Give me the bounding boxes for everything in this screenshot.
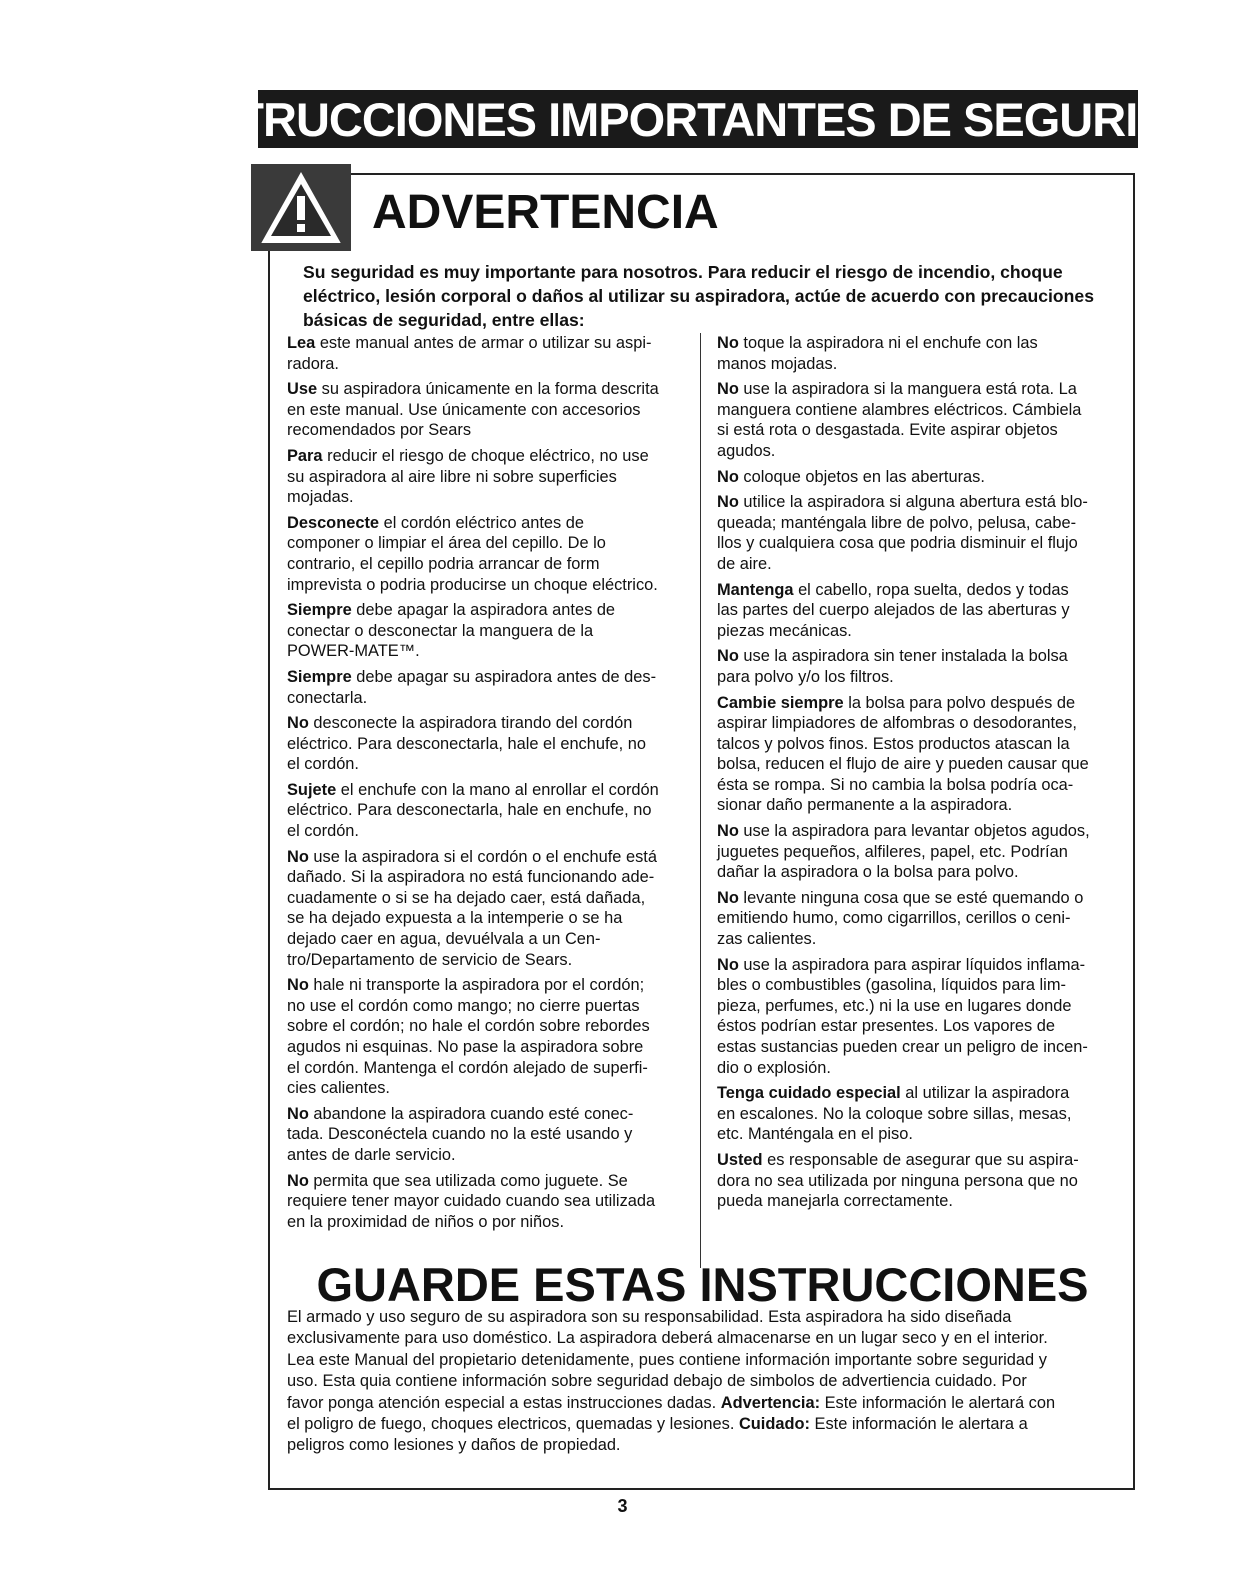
safety-item-line bbox=[287, 1124, 707, 1145]
cuidado-label: Cuidado: bbox=[738, 1415, 810, 1434]
safety-item-text: el cabello, ropa suelta, dedos y todas bbox=[798, 580, 1069, 599]
safety-item-text: bolsa, reducen el flujo de aire y pueden causar que bbox=[717, 755, 1089, 774]
safety-item-text: antes de darle servicio. bbox=[287, 1145, 456, 1164]
safety-item-text: al utilizar la aspiradora bbox=[905, 1084, 1070, 1103]
safety-item-text: utilice la aspiradora si alguna abertura está blo- bbox=[743, 493, 1088, 512]
safety-item-text: debe apagar su aspiradora antes de des- bbox=[356, 667, 657, 686]
safety-item-keyword: Use bbox=[287, 380, 318, 399]
safety-item-line bbox=[287, 641, 707, 662]
safety-item-line bbox=[287, 575, 707, 596]
right-column bbox=[717, 333, 1127, 1217]
safety-item-text: agudos. bbox=[717, 441, 776, 460]
warning-symbol-box bbox=[251, 164, 351, 251]
safety-item-line bbox=[717, 513, 1127, 534]
safety-item-line bbox=[717, 667, 1127, 688]
safety-item-text: etc. Manténgala en el piso. bbox=[717, 1125, 913, 1144]
safety-item-line bbox=[287, 867, 707, 888]
safety-item-text: el cordón eléctrico antes de bbox=[383, 513, 585, 532]
safety-item-line bbox=[287, 621, 707, 642]
safety-item-text: el cordón. Mantenga el cordón alejado de superfi- bbox=[287, 1058, 648, 1077]
safety-item bbox=[287, 1104, 707, 1166]
safety-item-text: reducir el riesgo de choque eléctrico, no use bbox=[327, 446, 649, 465]
safety-item-text: las partes del cuerpo alejados de las aberturas y bbox=[717, 601, 1070, 620]
safety-item-text: use la aspiradora si la manguera está rota. La bbox=[743, 380, 1077, 399]
safety-item-text: abandone la aspiradora cuando esté conec- bbox=[313, 1104, 634, 1123]
safety-item-keyword: No bbox=[717, 493, 739, 512]
safety-item-line bbox=[717, 1016, 1127, 1037]
safety-item-line bbox=[717, 646, 1127, 667]
safety-item-text: use la aspiradora si el cordón o el enchufe está bbox=[313, 847, 657, 866]
safety-item-text: componer o limpiar el área del cepillo. De lo bbox=[287, 534, 606, 553]
safety-item-line bbox=[287, 996, 707, 1017]
safety-item-text: coloque objetos en las aberturas. bbox=[743, 467, 985, 486]
safety-item-line bbox=[717, 1037, 1127, 1058]
safety-banner bbox=[159, 90, 1237, 148]
safety-item-text: ésta se rompa. Si no cambia la bolsa podría oca- bbox=[717, 775, 1074, 794]
safety-item-line bbox=[287, 800, 707, 821]
safety-item-line bbox=[717, 354, 1127, 375]
safety-item-line bbox=[717, 621, 1127, 642]
safety-item-line bbox=[717, 842, 1127, 863]
safety-item bbox=[717, 467, 1127, 488]
safety-item-text: juguetes pequeños, alfileres, papel, etc. Podrían bbox=[717, 842, 1068, 861]
safety-item-text: POWER-MATE™. bbox=[287, 642, 420, 661]
closing-text: Este información le alertará con bbox=[824, 1393, 1056, 1412]
safety-item-keyword: Tenga cuidado especial bbox=[717, 1084, 901, 1103]
safety-item-line bbox=[717, 1058, 1127, 1079]
column-divider bbox=[700, 333, 701, 1268]
safety-item-line bbox=[287, 487, 707, 508]
closing-text: el poligro de fuego, choques electricos, quemadas y lesiones. bbox=[287, 1415, 735, 1434]
safety-item-keyword: No bbox=[717, 888, 739, 907]
safety-item-line bbox=[287, 467, 707, 488]
safety-item-line bbox=[287, 754, 707, 775]
closing-paragraph bbox=[287, 1307, 1127, 1457]
safety-item-text: pueda manejarla correctamente. bbox=[717, 1192, 953, 1211]
safety-item-text: el cordón. bbox=[287, 755, 359, 774]
safety-item-keyword: No bbox=[287, 1104, 309, 1123]
closing-text: Este información le alertara a bbox=[814, 1415, 1028, 1434]
safety-item bbox=[287, 333, 707, 374]
intro-line: básicas de seguridad, entre ellas: bbox=[303, 310, 585, 330]
closing-line: peligros como lesiones y daños de propiedad. bbox=[287, 1436, 621, 1455]
safety-item-line bbox=[717, 862, 1127, 883]
safety-item-line bbox=[287, 1058, 707, 1079]
safety-item-text: si está rota o desgastada. Evite aspirar objetos bbox=[717, 421, 1058, 440]
safety-item-line bbox=[717, 888, 1127, 909]
safety-item-line bbox=[287, 400, 707, 421]
safety-item-line bbox=[287, 688, 707, 709]
safety-item-line bbox=[717, 1124, 1127, 1145]
safety-item-line bbox=[287, 929, 707, 950]
safety-item-keyword: No bbox=[717, 334, 739, 352]
safety-item-line bbox=[717, 420, 1127, 441]
banner-title: INSTRUCCIONES IMPORTANTES DE SEGURIDAD bbox=[159, 92, 1237, 146]
safety-item-line bbox=[287, 379, 707, 400]
safety-item-keyword: No bbox=[287, 847, 309, 866]
safety-item-line bbox=[717, 554, 1127, 575]
safety-item-line bbox=[717, 1191, 1127, 1212]
safety-item-text: éstos podrían estar presentes. Los vapores de bbox=[717, 1017, 1056, 1036]
safety-item bbox=[717, 379, 1127, 461]
safety-item-text: de aire. bbox=[717, 554, 772, 573]
safety-item-text: hale ni transporte la aspiradora por el cordón; bbox=[313, 976, 645, 995]
safety-item-text: el cordón. bbox=[287, 822, 359, 841]
safety-item-line bbox=[717, 821, 1127, 842]
safety-item-line bbox=[717, 754, 1127, 775]
safety-item-line bbox=[287, 600, 707, 621]
closing-line: El armado y uso seguro de su aspiradora son su responsabilidad. Esta aspiradora ha sido diseñada bbox=[287, 1308, 1012, 1326]
safety-item-line bbox=[287, 713, 707, 734]
safety-item-line bbox=[287, 1212, 707, 1233]
safety-item-text: no use el cordón como mango; no cierre puertas bbox=[287, 996, 640, 1015]
safety-item-keyword: Usted bbox=[717, 1150, 763, 1169]
safety-item-line bbox=[287, 950, 707, 971]
save-instructions-title: GUARDE ESTAS INSTRUCCIONES bbox=[316, 1258, 1089, 1311]
safety-item-line bbox=[287, 908, 707, 929]
intro-line: Su seguridad es muy importante para nosotros. Para reducir el riesgo de incendio, choque bbox=[303, 262, 1063, 282]
warning-intro bbox=[303, 260, 1125, 332]
safety-item-line bbox=[717, 492, 1127, 513]
safety-item-text: use la aspiradora para aspirar líquidos inflama- bbox=[743, 955, 1086, 974]
safety-item-text: tro/Departamento de servicio de Sears. bbox=[287, 950, 573, 969]
safety-item bbox=[717, 580, 1127, 642]
safety-item-text: el enchufe con la mano al enrollar el cordón bbox=[340, 780, 659, 799]
safety-item-text: manos mojadas. bbox=[717, 354, 838, 373]
intro-line: eléctrico, lesión corporal o daños al utilizar su aspiradora, actúe de acuerdo con precauciones bbox=[303, 286, 1094, 306]
safety-item-text: bles o combustibles (gasolina, líquidos para lim- bbox=[717, 976, 1066, 995]
safety-item-line bbox=[717, 333, 1127, 354]
safety-item-text: en escalones. No la coloque sobre sillas, mesas, bbox=[717, 1104, 1072, 1123]
safety-item-keyword: Siempre bbox=[287, 601, 352, 620]
safety-item-text: talcos y polvos finos. Estos productos atascan la bbox=[717, 734, 1070, 753]
safety-item-line bbox=[717, 379, 1127, 400]
safety-item-keyword: Lea bbox=[287, 334, 316, 352]
safety-item-text: dio o explosión. bbox=[717, 1058, 831, 1077]
safety-item-line bbox=[717, 1083, 1127, 1104]
safety-item bbox=[717, 333, 1127, 374]
safety-item bbox=[287, 600, 707, 662]
safety-item-line bbox=[287, 1191, 707, 1212]
safety-item-line bbox=[717, 975, 1127, 996]
safety-item-keyword: Siempre bbox=[287, 667, 352, 686]
safety-item-line bbox=[287, 533, 707, 554]
safety-item-line bbox=[287, 734, 707, 755]
safety-item-text: use la aspiradora para levantar objetos agudos, bbox=[743, 822, 1090, 841]
safety-item-keyword: Mantenga bbox=[717, 580, 794, 599]
advertencia-label: Advertencia: bbox=[720, 1393, 821, 1412]
safety-item-text: conectar o desconectar la manguera de la bbox=[287, 621, 594, 640]
safety-item-text: toque la aspiradora ni el enchufe con las bbox=[743, 334, 1038, 352]
safety-item-line bbox=[717, 1171, 1127, 1192]
safety-item-text: piezas mecánicas. bbox=[717, 621, 852, 640]
safety-item-line bbox=[287, 780, 707, 801]
safety-item bbox=[287, 446, 707, 508]
safety-item-line bbox=[717, 400, 1127, 421]
safety-item-keyword: Desconecte bbox=[287, 513, 380, 532]
safety-item-line bbox=[287, 975, 707, 996]
safety-item-line bbox=[717, 693, 1127, 714]
safety-item-text: pieza, perfumes, etc.) ni la use en lugares donde bbox=[717, 996, 1072, 1015]
safety-item-text: su aspiradora al aire libre ni sobre superficies bbox=[287, 467, 617, 486]
safety-item-text: mojadas. bbox=[287, 488, 354, 507]
safety-item-keyword: Cambie siempre bbox=[717, 693, 844, 712]
safety-item-line bbox=[717, 908, 1127, 929]
left-column bbox=[287, 333, 707, 1237]
safety-item-line bbox=[717, 929, 1127, 950]
safety-item-text: desconecte la aspiradora tirando del cordón bbox=[313, 714, 633, 733]
safety-item-text: aspirar limpiadores de alfombras o desodorantes, bbox=[717, 714, 1077, 733]
safety-item bbox=[287, 1171, 707, 1233]
safety-item-text: conectarla. bbox=[287, 688, 368, 707]
safety-item-line bbox=[287, 446, 707, 467]
safety-item-keyword: No bbox=[717, 955, 739, 974]
safety-item-text: imprevista o podria producirse un choque eléctrico. bbox=[287, 575, 658, 594]
safety-item-text: es responsable de asegurar que su aspira- bbox=[767, 1150, 1079, 1169]
safety-item-line bbox=[287, 1104, 707, 1125]
safety-item-line bbox=[287, 847, 707, 868]
safety-item-line bbox=[287, 354, 707, 375]
safety-item-text: dañar la aspiradora o la bolsa para polvo. bbox=[717, 863, 1019, 882]
safety-item-text: en la proximidad de niños o por niños. bbox=[287, 1212, 564, 1231]
safety-item bbox=[717, 1150, 1127, 1212]
closing-line: uso. Esta quia contiene información sobre seguridad debajo de simbolos de advertiencia cuidado. Por bbox=[287, 1372, 1027, 1391]
safety-item-line bbox=[287, 333, 707, 354]
safety-item-line bbox=[717, 734, 1127, 755]
safety-item-line bbox=[717, 600, 1127, 621]
safety-item-text: cies calientes. bbox=[287, 1079, 390, 1098]
safety-item-text: manguera contiene alambres eléctricos. Cámbiela bbox=[717, 400, 1082, 419]
safety-item bbox=[717, 492, 1127, 574]
safety-item-text: estas sustancias pueden crear un peligro de incen- bbox=[717, 1038, 1088, 1056]
safety-item-text: este manual antes de armar o utilizar su aspi- bbox=[319, 334, 652, 352]
safety-item-text: queada; manténgala libre de polvo, pelusa, cabe- bbox=[717, 513, 1077, 532]
safety-item-text: su aspiradora únicamente en la forma descrita bbox=[321, 380, 659, 399]
safety-item-line bbox=[717, 795, 1127, 816]
closing-line: Lea este Manual del propietario detenidamente, pues contiene información importante sobre seguridad y bbox=[287, 1350, 1047, 1369]
safety-item-line bbox=[287, 888, 707, 909]
safety-item-text: agudos ni esquinas. No pase la aspiradora sobre bbox=[287, 1038, 644, 1056]
safety-item-line bbox=[287, 513, 707, 534]
safety-item-line bbox=[717, 533, 1127, 554]
safety-item-text: se ha dejado expuesta a la intemperie o se ha bbox=[287, 909, 623, 928]
safety-item-line bbox=[717, 775, 1127, 796]
safety-item bbox=[287, 667, 707, 708]
safety-item-text: dejado caer en agua, devuélvala a un Cen- bbox=[287, 930, 601, 949]
safety-item bbox=[717, 821, 1127, 883]
safety-item-keyword: No bbox=[717, 822, 739, 841]
safety-item-line bbox=[717, 1104, 1127, 1125]
safety-item bbox=[287, 513, 707, 595]
safety-item-text: cuadamente o si se ha dejado caer, está dañada, bbox=[287, 888, 646, 907]
closing-line: exclusivamente para uso doméstico. La aspiradora deberá almacenarse en un lugar seco y en el interior. bbox=[287, 1329, 1048, 1348]
safety-item-keyword: Para bbox=[287, 446, 323, 465]
safety-item bbox=[717, 1083, 1127, 1145]
safety-item bbox=[287, 780, 707, 842]
safety-item-keyword: No bbox=[717, 380, 739, 399]
safety-item-line bbox=[717, 713, 1127, 734]
safety-item-text: tada. Desconéctela cuando no la esté usando y bbox=[287, 1125, 633, 1144]
safety-item-keyword: No bbox=[717, 467, 739, 486]
safety-item bbox=[717, 955, 1127, 1079]
safety-item-text: debe apagar la aspiradora antes de bbox=[356, 601, 616, 620]
safety-item-text: eléctrico. Para desconectarla, hale en enchufe, no bbox=[287, 801, 652, 820]
safety-item-line bbox=[717, 467, 1127, 488]
safety-item-text: emitiendo humo, como cigarrillos, cerillos o ceni- bbox=[717, 909, 1071, 928]
safety-item-text: en este manual. Use únicamente con accesorios bbox=[287, 400, 641, 419]
closing-line bbox=[287, 1414, 1127, 1435]
safety-item-text: sionar daño permanente a la aspiradora. bbox=[717, 796, 1013, 815]
safety-item-text: radora. bbox=[287, 354, 339, 373]
closing-text: favor ponga atención especial a estas instrucciones dadas. bbox=[287, 1393, 717, 1412]
page-number: 3 bbox=[617, 1496, 628, 1516]
safety-item-line bbox=[287, 554, 707, 575]
safety-item-line bbox=[287, 420, 707, 441]
safety-item-line bbox=[287, 1016, 707, 1037]
safety-item-line bbox=[287, 1078, 707, 1099]
closing-line bbox=[287, 1393, 1127, 1414]
safety-item-text: sobre el cordón; no hale el cordón sobre rebordes bbox=[287, 1017, 650, 1036]
safety-item-line bbox=[287, 1037, 707, 1058]
warning-title: ADVERTENCIA bbox=[372, 186, 719, 239]
safety-item-text: contrario, el cepillo podria arrancar de form bbox=[287, 554, 600, 573]
safety-item-keyword: No bbox=[287, 976, 309, 995]
safety-item-text: dañado. Si la aspiradora no está funcionando ade- bbox=[287, 868, 655, 887]
safety-item-line bbox=[287, 667, 707, 688]
safety-item bbox=[287, 975, 707, 1099]
safety-item-line bbox=[717, 955, 1127, 976]
safety-item-line bbox=[287, 821, 707, 842]
safety-item-keyword: Sujete bbox=[287, 780, 337, 799]
safety-item-text: recomendados por Sears bbox=[287, 421, 472, 440]
safety-item-text: requiere tener mayor cuidado cuando sea utilizada bbox=[287, 1192, 656, 1211]
safety-item-line bbox=[717, 1150, 1127, 1171]
safety-item-text: para polvo y/o los filtros. bbox=[717, 667, 894, 686]
safety-item bbox=[287, 847, 707, 971]
safety-item-text: llos y cualquiera cosa que podria disminuir el flujo bbox=[717, 534, 1078, 553]
safety-item bbox=[717, 888, 1127, 950]
safety-item-text: dora no sea utilizada por ninguna persona que no bbox=[717, 1171, 1078, 1190]
safety-item bbox=[717, 693, 1127, 817]
safety-item-text: zas calientes. bbox=[717, 930, 817, 949]
safety-item-line bbox=[717, 580, 1127, 601]
safety-item-keyword: No bbox=[717, 647, 739, 666]
safety-item-line bbox=[717, 996, 1127, 1017]
safety-item-line bbox=[717, 441, 1127, 462]
safety-item-keyword: No bbox=[287, 1171, 309, 1190]
safety-item-line bbox=[287, 1145, 707, 1166]
safety-item bbox=[287, 713, 707, 775]
safety-item-text: permita que sea utilizada como juguete. Se bbox=[313, 1171, 628, 1190]
safety-item-text: eléctrico. Para desconectarla, hale el enchufe, no bbox=[287, 734, 646, 753]
safety-item-line bbox=[287, 1171, 707, 1192]
safety-item-text: use la aspiradora sin tener instalada la bolsa bbox=[743, 647, 1068, 666]
safety-item-text: levante ninguna cosa que se esté quemando o bbox=[743, 888, 1084, 907]
safety-item bbox=[717, 646, 1127, 687]
safety-item-text: la bolsa para polvo después de bbox=[848, 693, 1076, 712]
warning-triangle-icon bbox=[259, 170, 343, 246]
safety-item bbox=[287, 379, 707, 441]
safety-item-keyword: No bbox=[287, 714, 309, 733]
